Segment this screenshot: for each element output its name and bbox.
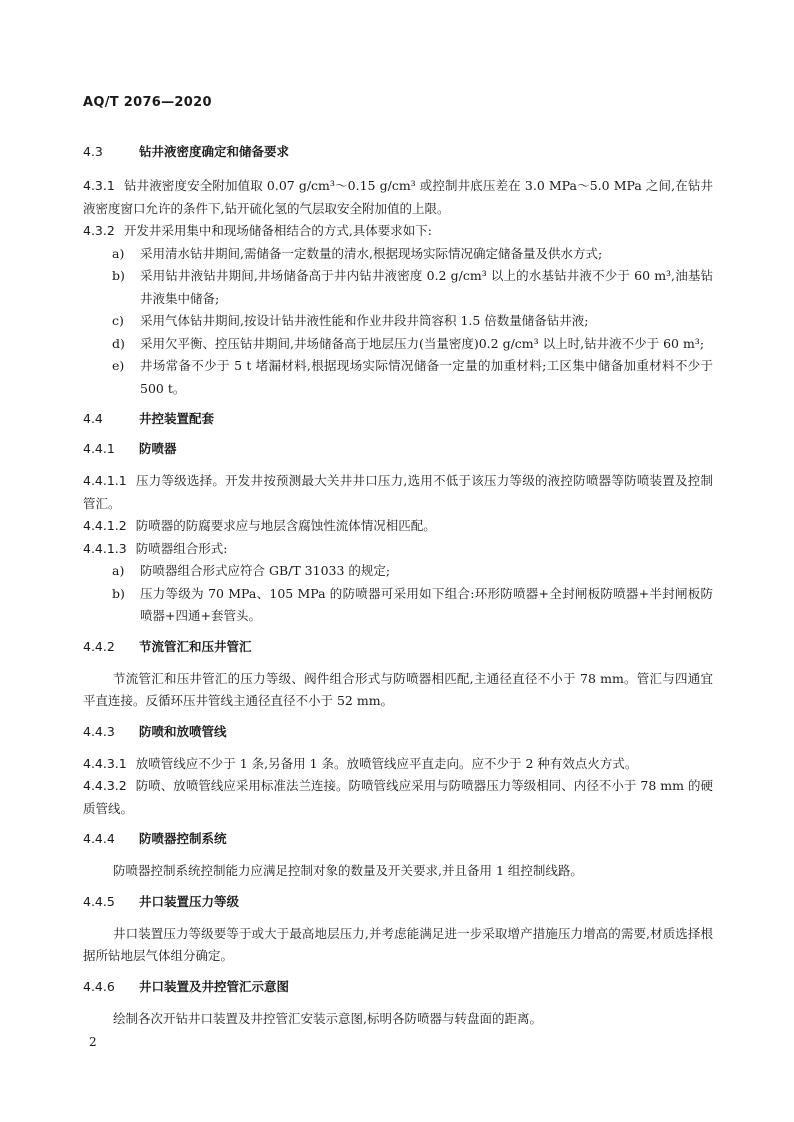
list-marker: b) xyxy=(112,585,125,601)
paragraph: 井口装置压力等级要等于或大于最高地层压力,并考虑能满足进一步采取增产措施压力增高的需要,材质选择根据所钻地层气体组分确定。 xyxy=(83,925,713,963)
section-number: 4.3 xyxy=(83,144,103,159)
subsection-heading xyxy=(83,893,713,911)
list-text: 采用钻井液钻井期间,井场储备高于井内钻井液密度 0.2 g/cm³ 以上的水基钻井液不少于 60 m³,油基钻井液集中储备; xyxy=(140,268,713,306)
list-item xyxy=(83,355,713,400)
list-text: 采用欠平衡、控压钻井期间,井场储备高于地层压力(当量密度)0.2 g/cm³ 以上时,钻井液不少于 60 m³; xyxy=(140,335,705,351)
section-number: 4.4.2 xyxy=(83,638,115,654)
list-item xyxy=(83,560,713,583)
section-title: 井口装置压力等级 xyxy=(139,893,240,909)
subsection-heading xyxy=(83,638,713,656)
section-number: 4.4.1 xyxy=(83,441,115,456)
list-text: 采用气体钻井期间,按设计钻井液性能和作业井段井筒容积 1.5 倍数量储备钻井液; xyxy=(140,313,589,328)
clause-text: 防喷器的防腐要求应与地层含腐蚀性流体情况相匹配。 xyxy=(135,518,436,533)
clause-text: 防喷器组合形式: xyxy=(135,540,228,556)
section-title: 节流管汇和压井管汇 xyxy=(139,638,252,654)
list-item xyxy=(83,265,713,310)
section-title: 防喷器控制系统 xyxy=(139,831,227,846)
clause xyxy=(83,470,713,515)
clause-number: 4.4.3.1 xyxy=(83,755,127,771)
list-item xyxy=(83,310,713,333)
list-item xyxy=(83,243,713,266)
list-marker: a) xyxy=(112,245,125,261)
section-title: 钻井液密度确定和储备要求 xyxy=(139,144,290,159)
section-number: 4.4.4 xyxy=(83,831,115,846)
list-marker: e) xyxy=(112,358,125,373)
clause-text: 防喷、放喷管线应采用标准法兰连接。防喷管线应采用与防喷器压力等级相同、内径不小于 78 mm 的硬质管线。 xyxy=(83,778,713,816)
subsection-heading xyxy=(83,723,713,741)
list-text: 压力等级为 70 MPa、105 MPa 的防喷器可采用如下组合:环形防喷器+全封闸板防喷器+半封闸板防喷器+四通+套管头。 xyxy=(140,585,713,623)
clause xyxy=(83,538,713,561)
list-marker: a) xyxy=(112,563,125,578)
section-number: 4.4.3 xyxy=(83,723,115,739)
list-text: 采用清水钻井期间,需储备一定数量的清水,根据现场实际情况确定储备量及供水方式; xyxy=(140,245,603,261)
clause-number: 4.4.3.2 xyxy=(83,778,127,793)
list-item xyxy=(83,333,713,356)
section-title: 井口装置及井控管汇示意图 xyxy=(139,978,290,994)
list-marker: b) xyxy=(112,268,125,283)
clause-text: 开发井采用集中和现场储备相结合的方式,具体要求如下: xyxy=(123,223,432,238)
list-marker: c) xyxy=(112,313,124,328)
standard-code: AQ/T 2076—2020 xyxy=(83,95,212,110)
clause xyxy=(83,515,713,538)
clause-text: 放喷管线应不少于 1 条,另备用 1 条。放喷管线应平直走向。应不少于 2 种有效点火方式。 xyxy=(135,755,638,771)
paragraph: 节流管汇和压井管汇的压力等级、阀件组合形式与防喷器相匹配,主通径直径不小于 78 mm。管汇与四通宜平直连接。反循环压井管线主通径直径不小于 52 mm。 xyxy=(83,670,713,708)
section-heading xyxy=(83,143,713,161)
list-text: 防喷器组合形式应符合 GB/T 31033 的规定; xyxy=(140,563,391,578)
page-number: 2 xyxy=(89,1035,97,1049)
section-heading xyxy=(83,410,713,428)
subsection-heading xyxy=(83,978,713,996)
clause-text: 钻井液密度安全附加值取 0.07 g/cm³～0.15 g/cm³ 或控制井底压差在 3.0 MPa～5.0 MPa 之间,在钻井液密度窗口允许的条件下,钻开硫化氢的气层取安全附加值的上限。 xyxy=(83,178,713,216)
clause-number: 4.4.1.1 xyxy=(83,473,127,488)
section-title: 防喷器 xyxy=(139,441,177,456)
clause xyxy=(83,175,713,220)
clause-number: 4.4.1.2 xyxy=(83,518,127,533)
document-body xyxy=(83,143,713,1030)
clause-number: 4.4.1.3 xyxy=(83,540,127,556)
section-number: 4.4.5 xyxy=(83,893,115,909)
subsection-heading xyxy=(83,440,713,458)
section-number: 4.4.6 xyxy=(83,978,115,994)
list-marker: d) xyxy=(112,335,125,351)
clause-number: 4.3.1 xyxy=(83,178,115,193)
section-number: 4.4 xyxy=(83,411,103,426)
paragraph: 防喷器控制系统控制能力应满足控制对象的数量及开关要求,并且备用 1 组控制线路。 xyxy=(113,863,583,878)
paragraph: 绘制各次开钻井口装置及井控管汇安装示意图,标明各防喷器与转盘面的距离。 xyxy=(113,1010,542,1026)
subsection-heading xyxy=(83,830,713,848)
clause xyxy=(83,220,713,243)
section-title: 井控装置配套 xyxy=(139,411,215,426)
clause xyxy=(83,753,713,776)
clause-text: 压力等级选择。开发井按预测最大关井井口压力,选用不低于该压力等级的液控防喷器等防喷装置及控制管汇。 xyxy=(83,473,713,511)
list-text: 井场常备不少于 5 t 堵漏材料,根据现场实际情况储备一定量的加重材料;工区集中储备加重材料不少于 500 t。 xyxy=(140,358,713,396)
section-title: 防喷和放喷管线 xyxy=(139,723,227,739)
clause-number: 4.3.2 xyxy=(83,223,115,238)
clause xyxy=(83,775,713,820)
list-item xyxy=(83,583,713,628)
